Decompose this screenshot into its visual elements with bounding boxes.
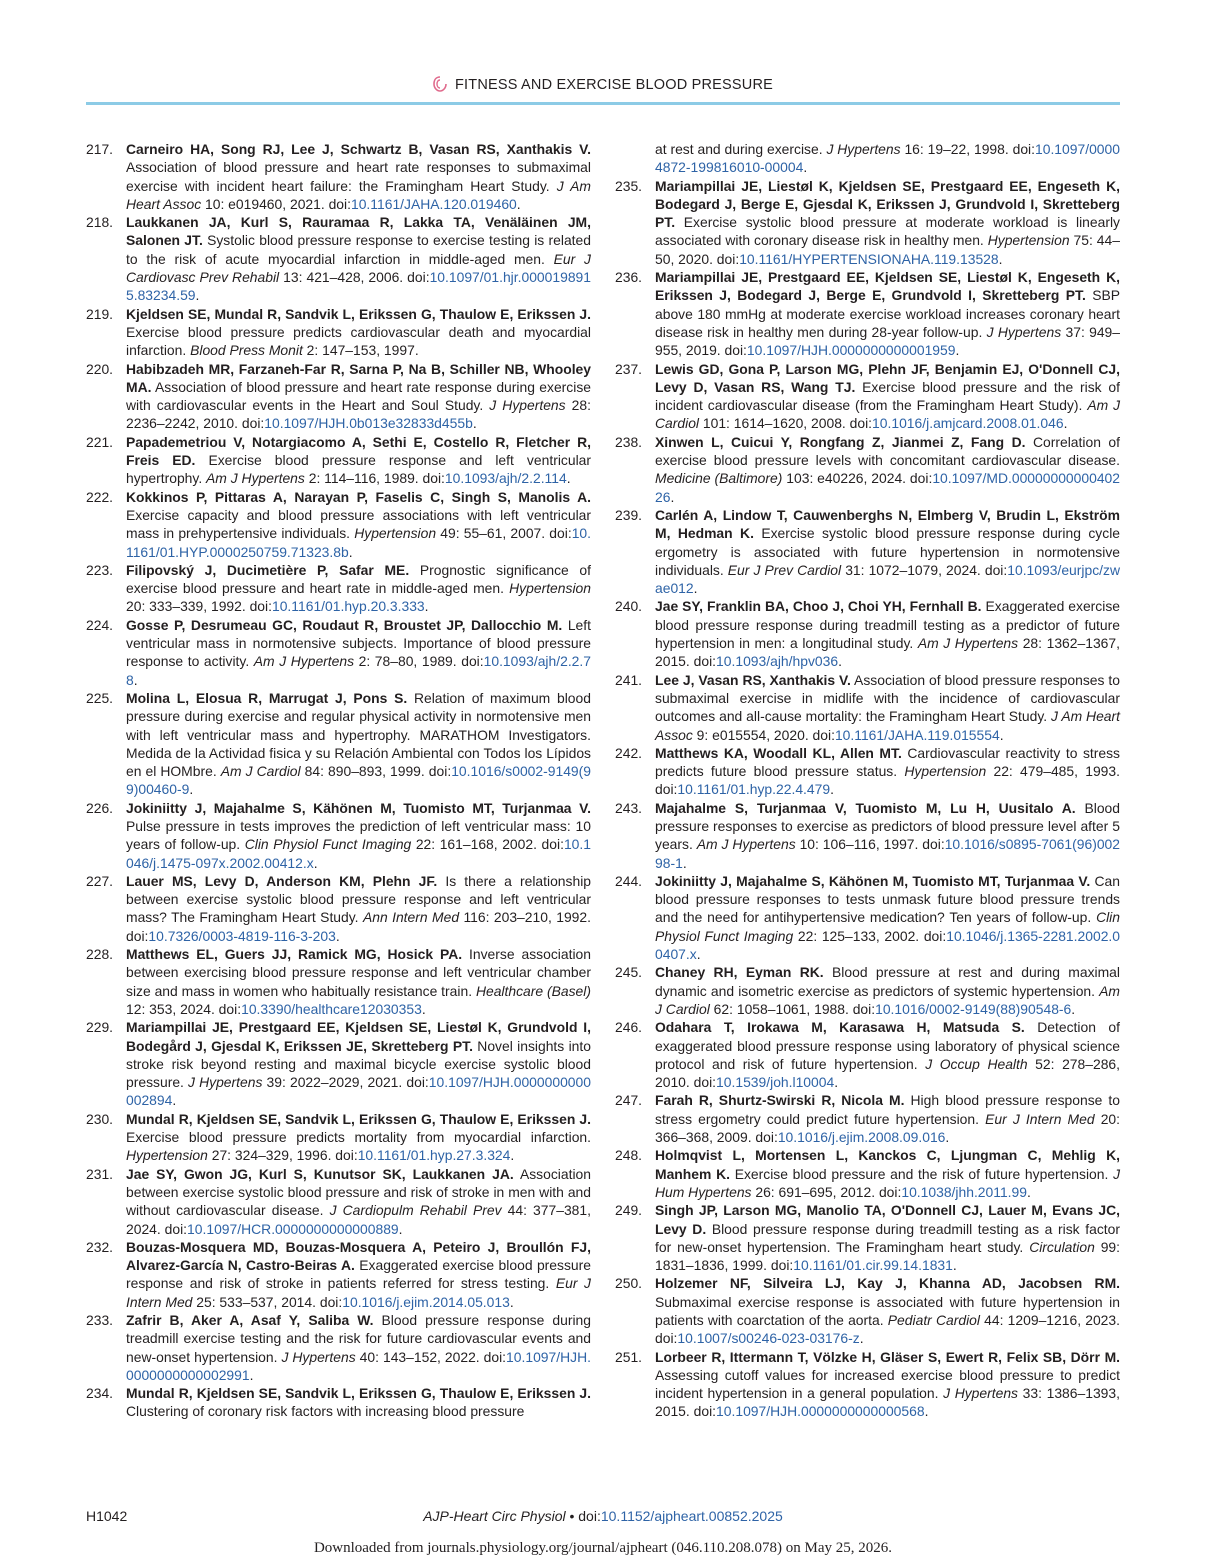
ref-end: . <box>924 1403 929 1420</box>
reference-item <box>86 1165 591 1238</box>
reference-number: 237. <box>615 360 643 377</box>
reference-item <box>86 872 591 945</box>
reference-number: 224. <box>86 616 114 633</box>
ref-journal: Am J Cardiol <box>655 397 1121 432</box>
ref-title: Association of blood pressure and heart rate responses to submaximal exercise with incident heart failure: the Framingham Heart Study. <box>126 159 591 194</box>
ref-end: . <box>999 726 1004 743</box>
ref-details: 62: 1058–1061, 1988. doi: <box>709 1000 876 1017</box>
reference-number: 241. <box>615 671 643 688</box>
ref-authors: Gosse P, Desrumeau GC, Roudaut R, Broustet JP, Dallocchio M. <box>126 616 563 633</box>
ref-end: . <box>1071 1000 1076 1017</box>
ref-details: 12: 353, 2024. doi: <box>126 1000 242 1017</box>
ref-details: 84: 890–893, 1999. doi: <box>300 763 452 780</box>
ref-authors: Bouzas-Mosquera MD, Bouzas-Mosquera A, Peteiro J, Broullón FJ, Alvarez-García N, Castro-Beiras A. <box>126 1238 591 1274</box>
ref-details: 20: 333–339, 1992. doi: <box>126 598 272 615</box>
ref-end: . <box>696 946 701 963</box>
doi-link[interactable]: 10.1016/0002-9149(88)90548-6 <box>875 1000 1072 1017</box>
ref-end: . <box>693 580 698 597</box>
ref-details: 25: 533–537, 2014. doi: <box>192 1293 343 1310</box>
ref-title: Exercise capacity and blood pressure associations with left ventricular mass in prehypertensive individuals. <box>126 506 591 542</box>
ref-title: Exaggerated exercise blood pressure response and risk of stroke in patients referred for stress testing. <box>126 1257 591 1292</box>
ref-authors: Farah R, Shurtz-Swirski R, Nicola M. <box>655 1092 905 1109</box>
reference-item <box>615 268 1120 359</box>
ref-details: 22: 479–485, 1993. doi: <box>655 763 1120 798</box>
footer-journal: AJP-Heart Circ Physiol <box>423 1508 566 1524</box>
ref-journal: Eur J Intern Med <box>985 1110 1095 1127</box>
ref-end: . <box>1027 1183 1031 1200</box>
reference-item <box>615 506 1120 597</box>
ref-details: 116: 203–210, 1992. doi: <box>126 909 591 944</box>
doi-link[interactable]: 10.1161/HYPERTENSIONAHA.119.13528 <box>739 250 999 267</box>
ref-journal: J Hypertens <box>826 141 901 157</box>
doi-link[interactable]: 10.1093/ajh/hpv036 <box>716 653 839 670</box>
reference-number: 250. <box>615 1275 643 1292</box>
reference-number: 240. <box>615 598 643 615</box>
references-left-column <box>86 140 591 1421</box>
references-right-column <box>615 140 1120 1421</box>
reference-item <box>86 945 591 1018</box>
journal-logo-icon <box>433 76 447 92</box>
ref-authors: Molina L, Elosua R, Marrugat J, Pons S. <box>126 689 408 706</box>
reference-number: 244. <box>615 872 643 889</box>
doi-link[interactable]: 10.1007/s00246-023-03176-z <box>677 1330 860 1347</box>
reference-234-continuation <box>615 140 1120 177</box>
ref-end: . <box>424 598 429 615</box>
reference-number: 246. <box>615 1019 643 1036</box>
ref-details: 37: 949–955, 2019. doi: <box>655 323 1121 359</box>
reference-number: 226. <box>86 799 114 816</box>
doi-link[interactable]: 10.1161/JAHA.119.015554 <box>834 726 1000 743</box>
ref-authors: Mariampillai JE, Liestøl K, Kjeldsen SE, Prestgaard EE, Engeseth K, Bodegard J, Berge E, Gjesdal K, Erikssen J, Grundvold I, Skretteberg PT. <box>655 177 1120 231</box>
ref-journal: Ann Intern Med <box>362 909 460 926</box>
reference-item <box>86 305 591 360</box>
ref-end: . <box>335 927 340 944</box>
reference-item <box>86 360 591 433</box>
reference-item <box>86 1238 591 1311</box>
ref-journal: Am J Cardiol <box>220 763 301 780</box>
ref-end: . <box>313 854 318 871</box>
reference-item <box>86 213 591 304</box>
ref-details: 101: 1614–1620, 2008. doi: <box>699 415 873 432</box>
ref-end: . <box>838 653 842 670</box>
ref-journal: Am J Hypertens <box>253 653 355 670</box>
ref-end: . <box>803 159 808 176</box>
ref-journal: Hypertension <box>509 580 591 597</box>
ref-title: Exercise blood pressure response and left ventricular hypertrophy. <box>126 452 592 487</box>
ref-title: Pulse pressure in tests improves the prediction of left ventricular mass: 10 years of follow-up. <box>126 817 591 853</box>
reference-number: 232. <box>86 1238 114 1255</box>
footer-separator: • doi: <box>565 1508 601 1524</box>
ref-details: 2: 147–153, 1997. <box>302 342 419 359</box>
ref-authors: Jae SY, Franklin BA, Choo J, Choi YH, Fernhall B. <box>655 598 982 615</box>
ref-end: . <box>945 1129 950 1146</box>
reference-item <box>615 963 1120 1018</box>
ref-title: Blood pressure responses to exercise as predictors of blood pressure level after 5 years. <box>655 799 1120 853</box>
ref-title: Exercise blood pressure predicts cardiovascular death and myocardial infarction. <box>126 323 591 359</box>
reference-number: 243. <box>615 799 643 816</box>
ref-end: . <box>830 781 834 798</box>
ref-details: 44: 1209–1216, 2023. doi: <box>655 1312 1120 1347</box>
ref-title: Association between exercise systolic blood pressure and risk of stroke in men with and without cardiovascular disease. <box>126 1165 591 1219</box>
doi-link[interactable]: 10.1093/eurjpc/zwae012 <box>655 561 1120 597</box>
ref-authors: Matthews KA, Woodall KL, Allen MT. <box>655 744 902 761</box>
download-notice: Downloaded from journals.physiology.org/journal/ajpheart (046.110.208.078) on May 25, 2026. <box>313 1540 893 1556</box>
reference-item <box>615 1274 1120 1347</box>
ref-journal: Hypertension <box>354 525 437 542</box>
reference-item <box>86 561 591 616</box>
doi-link[interactable]: 10.1016/s0002-9149(99)00460-9 <box>126 763 591 798</box>
ref-journal: J Hypertens <box>489 397 566 414</box>
ref-end: . <box>189 781 194 798</box>
ref-authors: Habibzadeh MR, Farzaneh-Far R, Sarna P, Na B, Schiller NB, Whooley MA. <box>126 360 591 395</box>
ref-details: 16: 19–22, 1998. doi: <box>900 141 1035 157</box>
ref-authors: Holmqvist L, Mortensen L, Kanckos C, Ljungman C, Mehlig K, Manhem K. <box>655 1147 1120 1182</box>
ref-title: Exercise systolic blood pressure response during cycle ergometry is associated with future hypertension in normotensive individuals. <box>655 525 1121 578</box>
ref-authors: Lorbeer R, Ittermann T, Völzke H, Gläser S, Ewert R, Felix SB, Dörr M. <box>655 1348 1120 1365</box>
doi-link[interactable]: 10.1016/j.ejim.2014.05.013 <box>342 1293 510 1310</box>
ref-journal: Eur J Intern Med <box>126 1275 591 1310</box>
reference-number: 217. <box>86 141 114 157</box>
ref-details: 22: 161–168, 2002. doi: <box>411 836 564 853</box>
ref-journal: J Hum Hypertens <box>655 1165 1121 1200</box>
ref-journal: Am J Cardiol <box>655 982 1120 1017</box>
ref-authors: Odahara T, Irokawa M, Karasawa H, Matsuda S. <box>655 1019 1025 1036</box>
ref-end: . <box>421 1000 426 1017</box>
ref-authors: Mariampillai JE, Prestgaard EE, Kjeldsen SE, Liestøl K, Engeseth K, Erikssen J, Bodegard J, Berge E, Grundvold I, Skretteberg PT. <box>655 269 1120 304</box>
ref-journal: Hypertension <box>126 1147 208 1164</box>
reference-number: 218. <box>86 214 114 231</box>
reference-number: 222. <box>86 488 114 505</box>
doi-link[interactable]: 10.1097/HJH.0b013e32833d455b <box>264 415 473 432</box>
ref-authors: Filipovský J, Ducimetière P, Safar ME. <box>126 561 410 578</box>
ref-details: 31: 1072–1079, 2024. doi: <box>841 561 1008 578</box>
ref-details: 20: 366–368, 2009. doi: <box>655 1110 1121 1146</box>
ref-journal: Pediatr Cardiol <box>887 1312 980 1328</box>
ref-end: . <box>509 1293 514 1310</box>
ref-authors: Jae SY, Gwon JG, Kurl S, Kunutsor SK, Laukkanen JA. <box>126 1165 514 1182</box>
doi-link[interactable]: 10.1097/HJH.0000000000000568 <box>716 1403 925 1420</box>
ref-details: 28: 2236–2242, 2010. doi: <box>126 397 591 432</box>
ref-journal: Clin Physiol Funct Imaging <box>244 836 412 853</box>
reference-number: 223. <box>86 561 114 578</box>
reference-number: 242. <box>615 744 643 761</box>
ref-title: Association of blood pressure and heart rate response during exercise with cardiovascular events in the Heart and Soul Study. <box>126 378 591 414</box>
page-number: H1042 <box>86 1508 128 1524</box>
doi-link[interactable]: 10.1016/j.ejim.2008.09.016 <box>777 1129 946 1146</box>
ref-title: Detection of exaggerated blood pressure response using laboratory of physical science protocol and risk of future hypertension. <box>655 1019 1120 1072</box>
ref-journal: Medicine (Baltimore) <box>655 470 783 487</box>
ref-details: 39: 2022–2029, 2021. doi: <box>262 1074 429 1091</box>
reference-item <box>615 1018 1120 1091</box>
reference-item <box>615 799 1120 872</box>
reference-number: 239. <box>615 506 643 523</box>
reference-item <box>615 433 1120 506</box>
reference-number: 235. <box>615 177 643 194</box>
reference-item <box>86 799 591 872</box>
ref-details: 75: 44–50, 2020. doi: <box>655 232 1120 267</box>
reference-item <box>86 1018 591 1109</box>
ref-title: Exercise systolic blood pressure at moderate workload is linearly associated with coronary disease risk in healthy men. <box>655 214 1120 249</box>
ref-details: 2: 78–80, 1989. doi: <box>354 653 484 670</box>
ref-journal: J Hypertens <box>986 323 1062 340</box>
ref-journal: J Hypertens <box>188 1074 263 1091</box>
ref-journal: J Am Heart Assoc <box>126 177 592 212</box>
ref-authors: Mundal R, Kjeldsen SE, Sandvik L, Erikssen G, Thaulow E, Erikssen J. <box>126 1110 591 1127</box>
ref-authors: Matthews EL, Guers JJ, Ramick MG, Hosick PA. <box>126 946 463 963</box>
doi-link[interactable]: 10.1046/j.1475-097x.2002.00412.x <box>126 836 591 871</box>
ref-title: Association of blood pressure responses to submaximal exercise in midlife with the incidence of cardiovascular outcomes and all-cause mortality: the Framingham Heart Study. <box>655 671 1120 725</box>
ref-journal: Am J Hypertens <box>206 470 305 487</box>
ref-details: 26: 691–695, 2012. doi: <box>751 1183 902 1200</box>
reference-item <box>86 1384 591 1421</box>
ref-journal: Am J Hypertens <box>917 635 1019 652</box>
ref-title: Novel insights into stroke risk beyond resting and maximal bicycle exercise systolic blood pressure. <box>126 1037 591 1091</box>
reference-item <box>615 597 1120 670</box>
ref-end: . <box>510 1147 515 1164</box>
ref-journal: Healthcare (Basel) <box>475 982 591 999</box>
doi-link[interactable]: 10.1097/HJH.0000000000001959 <box>746 342 956 359</box>
ref-authors: Mariampillai JE, Prestgaard EE, Kjeldsen SE, Liestøl K, Grundvold I, Bodegård J, Gjesdal K, Erikssen JE, Skretteberg PT. <box>126 1019 591 1054</box>
ref-title: Blood pressure response during treadmill testing as a risk factor for new-onset hypertension. The Framingham heart study. <box>655 1220 1120 1255</box>
doi-link[interactable]: 10.1161/01.hyp.20.3.333 <box>271 598 425 615</box>
ref-journal: Clin Physiol Funct Imaging <box>655 909 1120 944</box>
ref-authors: Holzemer NF, Silveira LJ, Kay J, Khanna AD, Jacobsen RM. <box>655 1275 1120 1292</box>
ref-title: Exaggerated exercise blood pressure response during treadmill testing as a predictor of future hypertension in men: a longitudinal study. <box>655 598 1121 652</box>
reference-number: 231. <box>86 1165 114 1182</box>
ref-details: 10: 106–116, 1997. doi: <box>795 836 945 853</box>
ref-end: . <box>472 415 477 432</box>
ref-title: Prognostic significance of exercise blood pressure and heart rate in middle-aged men. <box>126 561 592 597</box>
doi-link[interactable]: 10.1016/j.amjcard.2008.01.046 <box>872 415 1064 432</box>
ref-details: 22: 125–133, 2002. doi: <box>793 927 947 944</box>
reference-number: 236. <box>615 269 643 286</box>
reference-item <box>86 1311 591 1384</box>
ref-end: . <box>172 1092 177 1109</box>
ref-title: Blood pressure response during treadmill exercise testing and the risk for future cardiovascular events and new-onset hypertension. <box>126 1312 591 1365</box>
header-rule <box>86 102 1120 105</box>
ref-title: Inverse association between exercising blood pressure response and left ventricular chamber size and mass in women who habitually resistance train. <box>126 946 591 999</box>
reference-item <box>86 1110 591 1165</box>
ref-authors: Jokiniitty J, Majahalme S, Kähönen M, Tuomisto MT, Turjanmaa V. <box>126 799 591 816</box>
ref-authors: Papademetriou V, Notargiacomo A, Sethi E, Costello R, Fletcher R, Freis ED. <box>126 433 591 469</box>
ref-title: Relation of maximum blood pressure during exercise and regular physical activity in normotensive men with left ventricular mass and hypertrophy. MARATHOM Investigators. Medida de la Actividad fisica y su Relación Ambiental con Todos los Lípidos en el HOMbre. <box>126 689 591 780</box>
ref-details: 52: 278–286, 2010. doi: <box>655 1055 1120 1091</box>
reference-number: 225. <box>86 689 114 706</box>
ref-title: High blood pressure response to stress ergometry could predict future hypertension. <box>655 1092 1120 1127</box>
ref-details: 28: 1362–1367, 2015. doi: <box>655 635 1120 670</box>
footer-citation <box>86 1508 1120 1524</box>
ref-authors: Lee J, Vasan RS, Xanthakis V. <box>655 671 851 688</box>
reference-item <box>615 1348 1120 1421</box>
ref-end: . <box>195 287 200 304</box>
running-header <box>0 76 1206 93</box>
doi-link[interactable]: 10.3390/healthcare12030353 <box>241 1000 422 1017</box>
reference-number: 251. <box>615 1348 643 1365</box>
ref-title: SBP above 180 mmHg at moderate exercise workload increases coronary heart disease risk in healthy men during 28-year follow-up. <box>655 287 1120 340</box>
ref-end: . <box>952 1257 957 1274</box>
ref-details: 2: 114–116, 1989. doi: <box>304 470 445 487</box>
doi-link[interactable]: 10.1097/01.hjr.0000198915.83234.59 <box>126 269 591 304</box>
doi-link[interactable]: 10.1046/j.1365-2281.2002.00407.x <box>655 927 1121 963</box>
ref-journal: J Hypertens <box>943 1385 1019 1402</box>
ref-authors: Chaney RH, Eyman RK. <box>655 964 824 981</box>
reference-number: 228. <box>86 946 114 963</box>
ref-authors: Carlén A, Lindow T, Cauwenberghs N, Elmberg V, Brudin L, Ekström M, Hedman K. <box>655 506 1120 542</box>
ref-end: . <box>670 488 675 505</box>
reference-item <box>86 689 591 799</box>
footer-doi-link[interactable]: 10.1152/ajpheart.00852.2025 <box>600 1508 783 1524</box>
ref-details: 103: e40226, 2024. doi: <box>782 470 933 487</box>
running-header-title: FITNESS AND EXERCISE BLOOD PRESSURE <box>454 77 774 93</box>
ref-authors: Jokiniitty J, Majahalme S, Kähönen M, Tuomisto MT, Turjanmaa V. <box>655 872 1091 889</box>
ref-title: Can blood pressure responses to tests unmask future blood pressure trends and the need for antihypertensive medication? Ten years of follow-up. <box>655 872 1120 926</box>
ref-title: Is there a relationship between exercise systolic blood pressure response and left ventricular mass? The Framingham Heart Study. <box>126 872 592 926</box>
ref-end: . <box>133 671 138 688</box>
ref-journal: Hypertension <box>987 232 1070 249</box>
ref-authors: Laukkanen JA, Kurl S, Rauramaa R, Lakka TA, Venäläinen JM, Salonen JT. <box>126 214 591 249</box>
reference-item <box>615 1146 1120 1201</box>
ref-details: 33: 1386–1393, 2015. doi: <box>655 1385 1120 1420</box>
reference-number: 229. <box>86 1019 114 1036</box>
ref-details: 40: 143–152, 2022. doi: <box>355 1348 507 1365</box>
ref-end: . <box>998 250 1003 267</box>
ref-title: Assessing cutoff values for increased exercise blood pressure to predict incident hypertension in a general population. <box>655 1366 1120 1402</box>
reference-item <box>615 177 1120 268</box>
reference-number: 234. <box>86 1385 114 1402</box>
reference-item <box>86 488 591 561</box>
reference-item <box>86 140 591 213</box>
ref-end: . <box>398 1220 403 1237</box>
reference-item <box>615 1201 1120 1274</box>
ref-title: Clustering of coronary risk factors with increasing blood pressure <box>126 1403 525 1420</box>
reference-number: 238. <box>615 433 643 450</box>
ref-end: . <box>249 1366 254 1383</box>
ref-end: . <box>859 1330 864 1347</box>
doi-link[interactable]: 10.1161/01.hyp.22.4.479 <box>677 781 831 798</box>
ref-title: Exercise blood pressure and the risk of future hypertension. <box>729 1165 1114 1182</box>
reference-number: 233. <box>86 1312 114 1328</box>
doi-link[interactable]: 10.1038/jhh.2011.99 <box>901 1183 1027 1200</box>
doi-link[interactable]: 10.1161/JAHA.120.019460 <box>350 195 517 212</box>
ref-authors: Xinwen L, Cuicui Y, Rongfang Z, Jianmei Z, Fang D. <box>655 433 1026 450</box>
ref-authors: Zafrir B, Aker A, Asaf Y, Saliba W. <box>126 1312 374 1328</box>
ref-end: . <box>516 195 521 212</box>
reference-number: 227. <box>86 872 114 889</box>
ref-end: . <box>1063 415 1068 432</box>
page-footer <box>86 1508 1120 1524</box>
ref-title: Blood pressure at rest and during maximal dynamic and isometric exercise as predictors of systemic hypertension. <box>655 964 1120 999</box>
ref-title: at rest and during exercise. <box>655 141 827 157</box>
reference-item <box>615 671 1120 744</box>
ref-journal: Circulation <box>1029 1238 1095 1255</box>
reference-number: 220. <box>86 360 114 377</box>
reference-item <box>86 616 591 689</box>
ref-details: 27: 324–329, 1996. doi: <box>207 1147 358 1164</box>
ref-authors: Lauer MS, Levy D, Anderson KM, Plehn JF. <box>126 872 438 889</box>
ref-end: . <box>682 854 687 871</box>
ref-authors: Mundal R, Kjeldsen SE, Sandvik L, Erikssen G, Thaulow E, Erikssen J. <box>126 1385 591 1402</box>
reference-item <box>86 433 591 488</box>
reference-item <box>615 360 1120 433</box>
doi-link[interactable]: 10.1097/HCR.0000000000000889 <box>187 1220 399 1237</box>
reference-number: 247. <box>615 1092 643 1109</box>
reference-item <box>615 744 1120 799</box>
doi-link[interactable]: 10.1539/joh.l10004 <box>716 1074 835 1091</box>
ref-journal: Blood Press Monit <box>190 342 303 359</box>
reference-number: 221. <box>86 433 114 450</box>
ref-authors: Kjeldsen SE, Mundal R, Sandvik L, Erikssen G, Thaulow E, Erikssen J. <box>126 305 591 322</box>
ref-end: . <box>834 1074 839 1091</box>
ref-authors: Kokkinos P, Pittaras A, Narayan P, Faselis C, Singh S, Manolis A. <box>126 488 591 505</box>
ref-title: Exercise blood pressure predicts mortality from myocardial infarction. <box>126 1129 591 1146</box>
doi-link[interactable]: 10.1097/HJH.0000000000002894 <box>126 1074 591 1109</box>
ref-details: 10: e019460, 2021. doi: <box>201 195 351 212</box>
doi-link[interactable]: 10.1097/00004872-199816010-00004 <box>655 141 1120 176</box>
doi-link[interactable]: 10.7326/0003-4819-116-3-203 <box>148 927 336 944</box>
ref-authors: Majahalme S, Turjanmaa V, Tuomisto M, Lu H, Uusitalo A. <box>655 799 1076 816</box>
reference-item <box>615 872 1120 963</box>
ref-authors: Carneiro HA, Song RJ, Lee J, Schwartz B, Vasan RS, Xanthakis V. <box>126 141 591 157</box>
doi-link[interactable]: 10.1016/s0895-7061(96)00298-1 <box>655 836 1121 871</box>
doi-link[interactable]: 10.1093/ajh/2.2.114 <box>444 470 567 487</box>
ref-details: 13: 421–428, 2006. doi: <box>279 269 430 286</box>
ref-journal: Am J Hypertens <box>696 836 796 853</box>
ref-journal: Hypertension <box>904 763 987 780</box>
reference-number: 249. <box>615 1202 643 1219</box>
ref-end: . <box>955 342 960 359</box>
ref-journal: Eur J Cardiovasc Prev Rehabil <box>126 250 591 286</box>
ref-details: 44: 377–381, 2024. doi: <box>126 1202 591 1237</box>
ref-details: 99: 1831–1836, 1999. doi: <box>655 1238 1120 1274</box>
ref-title: Correlation of exercise blood pressure levels with concomitant cardiovascular disease. <box>655 433 1120 469</box>
reference-number: 245. <box>615 964 643 981</box>
reference-number: 248. <box>615 1147 643 1164</box>
ref-authors: Singh JP, Larson MG, Manolio TA, O'Donnell CJ, Lauer M, Evans JC, Levy D. <box>655 1202 1120 1237</box>
ref-title: Exercise blood pressure and the risk of incident cardiovascular disease (from the Framingham Heart Study). <box>655 378 1120 414</box>
ref-authors: Lewis GD, Gona P, Larson MG, Plehn JF, Benjamin EJ, O'Donnell CJ, Levy D, Vasan RS, Wang TJ. <box>655 360 1120 395</box>
ref-title: Submaximal exercise response is associated with future hypertension in patients with coarctation of the aorta. <box>655 1293 1120 1328</box>
ref-journal: J Hypertens <box>281 1348 356 1365</box>
doi-link[interactable]: 10.1161/01.cir.99.14.1831 <box>793 1257 953 1274</box>
doi-link[interactable]: 10.1097/MD.0000000000040226 <box>655 470 1120 505</box>
doi-link[interactable]: 10.1161/01.hyp.27.3.324 <box>357 1147 511 1164</box>
ref-end: . <box>566 470 571 487</box>
ref-title: Cardiovascular reactivity to stress predicts future blood pressure status. <box>655 744 1120 780</box>
ref-journal: J Cardiopulm Rehabil Prev <box>329 1202 502 1219</box>
ref-details: 49: 55–61, 2007. doi: <box>436 525 572 542</box>
ref-details: 9: e015554, 2020. doi: <box>692 726 835 743</box>
ref-journal: Eur J Prev Cardiol <box>727 561 842 578</box>
reference-item <box>615 1091 1120 1146</box>
doi-link[interactable]: 10.1161/01.HYP.0000250759.71323.8b <box>126 525 591 560</box>
doi-link[interactable]: 10.1093/ajh/2.2.78 <box>126 653 591 688</box>
reference-number: 219. <box>86 305 114 322</box>
ref-journal: J Occup Health <box>925 1055 1028 1072</box>
ref-journal: J Am Heart Assoc <box>655 708 1121 743</box>
ref-title: Left ventricular mass in normotensive subjects. Importance of blood pressure response to activity. <box>126 616 591 670</box>
ref-end: . <box>348 543 353 560</box>
ref-title: Systolic blood pressure response to exercise testing is related to the risk of acute myocardial infarction in middle-aged men. <box>126 232 591 267</box>
doi-link[interactable]: 10.1097/HJH.0000000000002991 <box>126 1348 591 1383</box>
reference-number: 230. <box>86 1110 114 1127</box>
